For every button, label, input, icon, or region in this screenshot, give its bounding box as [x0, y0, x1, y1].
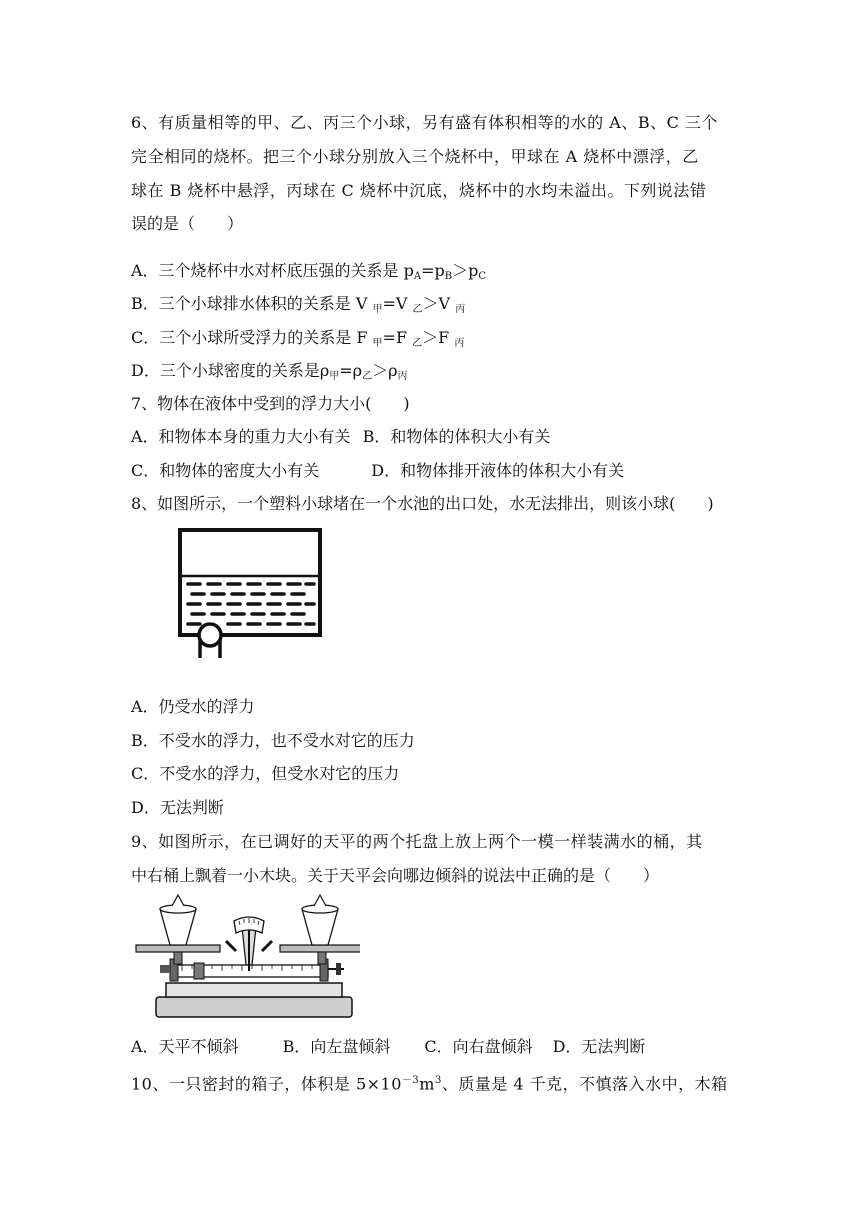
q6-d-rho: ρ: [319, 361, 330, 380]
q6-b-gt: ＞V: [422, 294, 456, 313]
q6-c-sub-1: 甲: [372, 338, 383, 349]
q10-stem-end: 、质量是 4 千克，不慎落入水中，木箱: [441, 1074, 728, 1094]
q6-b-sub-3: 丙: [455, 304, 466, 315]
q7-option-d: D．和物体排开液体的体积大小有关: [371, 461, 625, 480]
q6-d-sub-2: 乙: [362, 371, 373, 382]
q6-a-gt: ＞p: [452, 261, 479, 280]
q6-d-sub-3: 丙: [397, 371, 408, 382]
q7-option-c: C．和物体的密度大小有关: [131, 461, 320, 480]
q10-unit: m: [419, 1074, 435, 1094]
q7-option-a: A．和物体本身的重力大小有关: [131, 427, 351, 446]
q6-stem-line-2: 完全相同的烧杯。把三个小球分别放入三个烧杯中，甲球在 A 烧杯中漂浮，乙: [131, 147, 699, 166]
q9-stem-line-2: 中右桶上飘着一小木块。关于天平会向哪边倾斜的说法中正确的是（ ）: [131, 866, 660, 885]
q8-option-b: B．不受水的浮力，也不受水对它的压力: [131, 731, 415, 750]
q10-stem-start: 10、一只密封的箱子，体积是 5×10: [131, 1074, 402, 1094]
q6-stem-line-3: 球在 B 烧杯中悬浮，丙球在 C 烧杯中沉底，烧杯中的水均未溢出。下列说法错: [131, 181, 707, 200]
q6-b-sub-2: 乙: [412, 304, 423, 315]
q6-c-eq: =F: [382, 328, 413, 347]
q10-exponent: －3: [401, 1075, 420, 1086]
q6-option-a: [131, 261, 486, 287]
q9-balance-scale-figure: [130, 893, 360, 1025]
q6-d-sub-1: 甲: [329, 371, 340, 382]
q6-c-f: F: [356, 328, 373, 347]
q6-d-gt: ＞ρ: [372, 361, 398, 380]
q6-option-c: [131, 328, 464, 354]
q9-stem-line-1: 9、如图所示，在已调好的天平的两个托盘上放上两个一模一样装满水的桶，其: [131, 832, 703, 851]
q6-c-gt: ＞F: [422, 328, 455, 347]
q6-b-sub-1: 甲: [372, 304, 383, 315]
q6-b-v: V: [355, 294, 373, 313]
q7-options-row-2: [131, 461, 624, 481]
q6-option-c-text: C．三个小球所受浮力的关系是: [131, 328, 357, 347]
q6-c-sub-3: 丙: [454, 338, 465, 349]
q6-a-eq: =p: [421, 261, 445, 280]
q8-option-a: A．仍受水的浮力: [131, 697, 255, 716]
q6-stem-line-1: 6、有质量相等的甲、乙、丙三个小球，另有盛有体积相等的水的 A、B、C 三个: [131, 113, 718, 132]
q8-stem: 8、如图所示，一个塑料小球堵在一个水池的出口处，水无法排出，则该小球( ): [131, 494, 714, 513]
q9-option-a: A．天平不倾斜: [131, 1037, 239, 1056]
q6-option-a-text: A．三个烧杯中水对杯底压强的关系是: [131, 261, 404, 280]
q10-unit-exponent: 3: [434, 1075, 442, 1086]
q7-option-b: B．和物体的体积大小有关: [362, 427, 551, 446]
q8-option-c: C．不受水的浮力，但受水对它的压力: [131, 764, 400, 783]
q9-option-b: B．向左盘倾斜: [282, 1037, 391, 1056]
q7-stem: 7、物体在液体中受到的浮力大小( ): [131, 394, 410, 413]
q6-c-sub-2: 乙: [412, 338, 423, 349]
q9-option-d: D．无法判断: [552, 1037, 646, 1056]
q6-option-b-text: B．三个小球排水体积的关系是: [131, 294, 356, 313]
q6-stem-line-4: 误的是（ ）: [131, 214, 244, 233]
q9-options-row: [131, 1037, 645, 1057]
q6-option-d: [131, 361, 407, 387]
q6-a-sub-2: B: [444, 271, 453, 282]
q8-option-d: D．无法判断: [131, 798, 224, 817]
q6-a-sub-1: A: [413, 271, 422, 282]
q6-a-sub-3: C: [478, 271, 487, 282]
q10-stem: [131, 1071, 728, 1094]
q6-d-eq: =ρ: [339, 361, 363, 380]
q8-water-tank-figure: [170, 526, 330, 662]
q6-option-d-text: D．三个小球密度的关系是: [131, 361, 320, 380]
q9-option-c: C．向右盘倾斜: [424, 1037, 533, 1056]
q7-options-row-1: [131, 427, 550, 447]
q6-a-p: p: [403, 261, 414, 280]
q6-b-eq: =V: [382, 294, 413, 313]
q6-option-b: [131, 294, 465, 320]
